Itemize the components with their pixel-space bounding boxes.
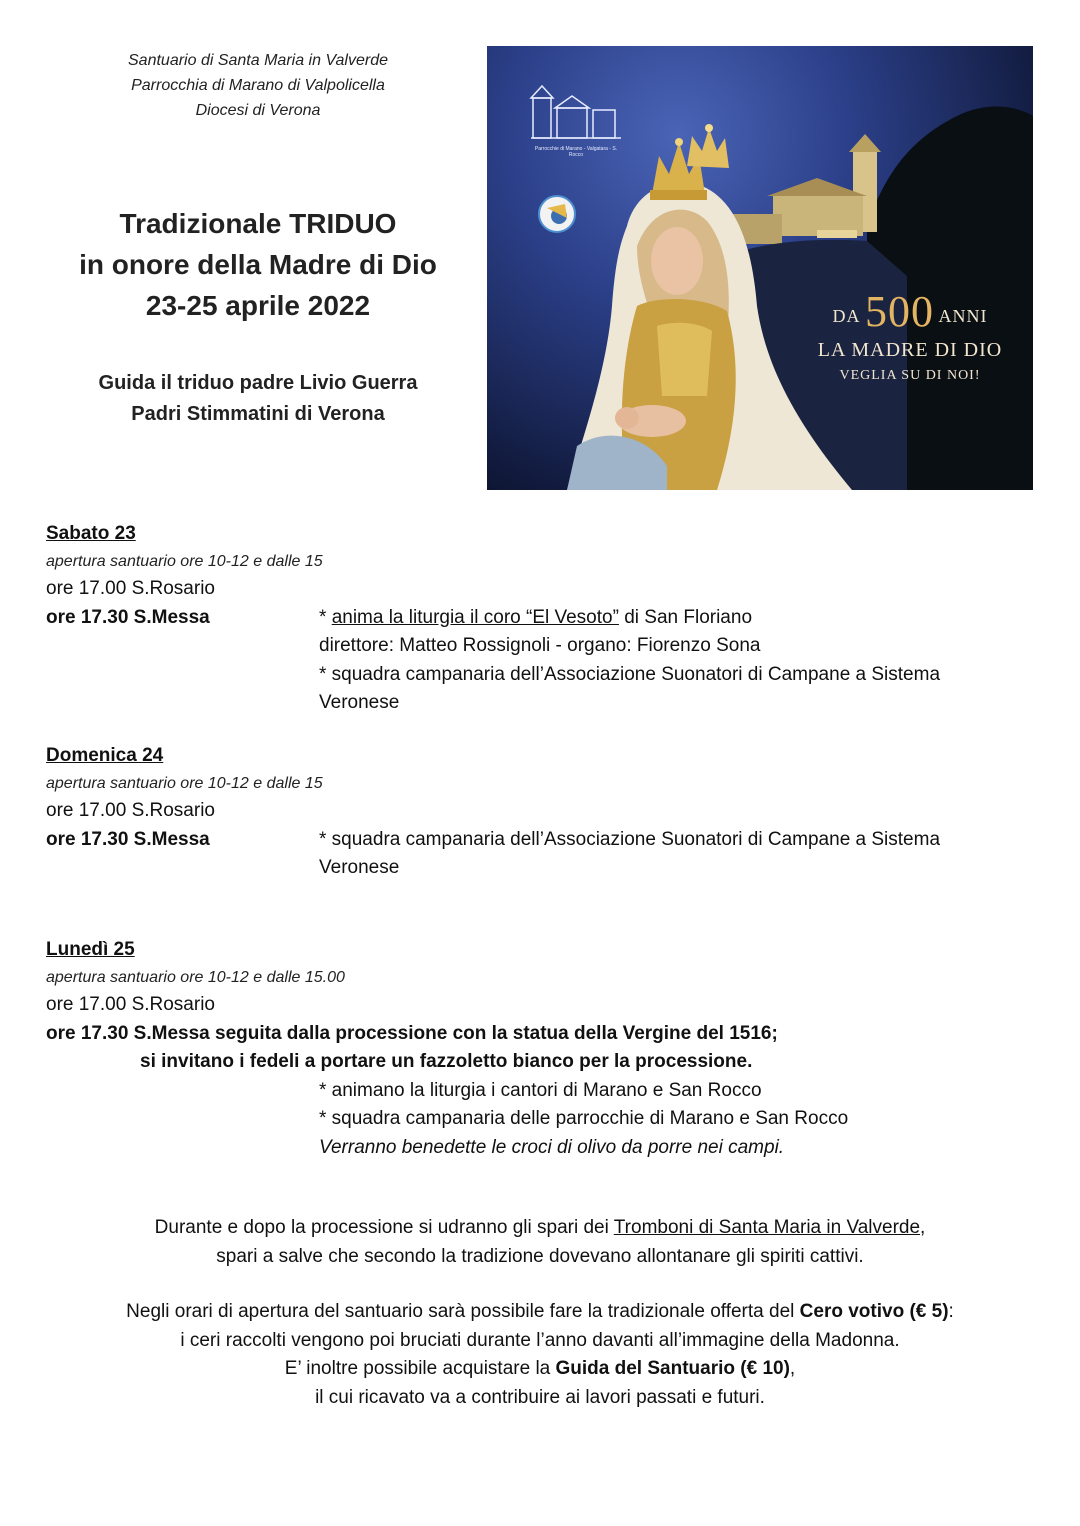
guide-line-2: Padri Stimmatini di Verona: [131, 403, 385, 425]
caption-da: DA: [832, 306, 860, 326]
parish-logo: [531, 86, 621, 138]
caption-500: 500: [865, 287, 934, 336]
title-line-1: Tradizionale TRIDUO: [119, 208, 397, 239]
caption-anni: ANNI: [938, 306, 988, 326]
day-lunedi: [46, 936, 1046, 1162]
opening-hours: apertura santuario ore 10-12 e dalle 15: [46, 553, 323, 570]
tromboni-text: Durante e dopo la processione si udranno gli spari dei: [154, 1217, 614, 1238]
offering-line-3: [40, 1355, 1040, 1384]
offering-line-4: il cui ricavato va a contribuire ai lavori passati e futuri.: [315, 1386, 765, 1408]
note-choir: [319, 604, 1019, 633]
jubilee-badge-icon: [539, 196, 575, 232]
offering-colon: :: [948, 1301, 954, 1322]
title-line-2: in onore della Madre di Dio: [79, 249, 437, 280]
rosary-row: [46, 797, 1046, 826]
day-title: Sabato 23: [46, 523, 136, 544]
title-line-3-dates: 23-25 aprile 2022: [145, 290, 371, 321]
caption-line-1: [805, 287, 1015, 336]
offering-line-2: i ceri raccolti vengono poi bruciati durante l’anno davanti all’immagine della Madonna.: [180, 1329, 900, 1351]
mass-notes: [319, 604, 1019, 718]
rosary-time: ore 17.00 S.Rosario: [46, 800, 215, 821]
offering-text: Negli orari di apertura del santuario sarà possibile fare la tradizionale offerta del: [126, 1301, 800, 1322]
choir-note-suffix: di San Floriano: [618, 606, 753, 628]
opening-hours: apertura santuario ore 10-12 e dalle 15: [46, 775, 323, 792]
day-domenica: [46, 742, 1046, 878]
tromboni-underlined: Tromboni di Santa Maria in Valverde: [613, 1217, 921, 1238]
guide-info: [40, 368, 476, 430]
tromboni-line-1: [40, 1214, 1040, 1243]
note-bullet: *: [319, 606, 332, 628]
guide-text: E’ inoltre possibile acquistare la: [284, 1358, 556, 1379]
opening-hours: apertura santuario ore 10-12 e dalle 15.00: [46, 969, 345, 986]
mass-row: [46, 826, 1046, 878]
note-singers: * animano la liturgia i cantori di Marano e San Rocco: [319, 1079, 762, 1101]
mass-procession-line: ore 17.30 S.Messa seguita dalla processione con la statua della Vergine del 1516;: [46, 1022, 778, 1044]
note-bell-ringers: * squadra campanaria delle parrocchie di Marano e San Rocco: [319, 1108, 849, 1129]
rosary-row: [46, 575, 1046, 604]
guide-line-1: Guida il triduo padre Livio Guerra: [98, 372, 418, 394]
sanctuary-name: Santuario di Santa Maria in Valverde: [128, 52, 388, 69]
guide-comma: ,: [789, 1358, 796, 1379]
choir-note-underlined: anima la liturgia il coro “El Vesoto”: [331, 606, 619, 628]
mass-notes: [319, 826, 1019, 883]
rosary-time: ore 17.00 S.Rosario: [46, 994, 215, 1015]
day-sabato: [46, 520, 1046, 713]
caption-line-3: VEGLIA SU DI NOI!: [839, 368, 981, 383]
event-title: [40, 203, 476, 326]
day-title: Domenica 24: [46, 745, 164, 766]
rosary-row: [46, 991, 1046, 1020]
rosary-time: ore 17.00 S.Rosario: [46, 578, 215, 599]
guide-book-price: Guida del Santuario (€ 10): [555, 1358, 790, 1379]
day-title: Lunedì 25: [46, 939, 135, 960]
mass-time: ore 17.30 S.Messa: [46, 606, 210, 628]
handkerchief-invitation: si invitano i fedeli a portare un fazzoletto bianco per la processione.: [140, 1051, 753, 1072]
mass-time: ore 17.30 S.Messa: [46, 828, 210, 850]
note-director: direttore: Matteo Rossignoli - organo: Fiorenzo Sona: [319, 635, 761, 656]
tromboni-paragraph: [40, 1214, 1040, 1271]
parish-logo-text: Parrocchie di Marano - Valgatara - S. Rocco: [534, 146, 618, 158]
church-icon: [727, 134, 881, 244]
parish-name: Parrocchia di Marano di Valpolicella: [131, 77, 385, 94]
offering-line-1: [40, 1298, 1040, 1327]
caption-line-2: LA MADRE DI DIO: [817, 339, 1003, 361]
header-block: [40, 48, 476, 430]
madonna-poster-image: [487, 46, 1033, 490]
tromboni-line-2: spari a salve che secondo la tradizione dovevano allontanare gli spiriti cattivi.: [216, 1245, 864, 1267]
poster-caption: [805, 287, 1015, 388]
note-bell-ringers: * squadra campanaria dell’Associazione Suonatori di Campane a Sistema Veronese: [319, 663, 941, 713]
tromboni-comma: ,: [920, 1217, 926, 1238]
diocese-name: Diocesi di Verona: [195, 102, 321, 119]
offering-paragraph: [40, 1298, 1040, 1412]
note-bell-ringers: * squadra campanaria dell’Associazione Suonatori di Campane a Sistema Veronese: [319, 828, 941, 878]
note-olive-crosses: Verranno benedette le croci di olivo da porre nei campi.: [319, 1136, 785, 1158]
mass-row: [46, 604, 1046, 713]
votive-candle-price: Cero votivo (€ 5): [799, 1301, 949, 1322]
poster-artwork: [487, 46, 1033, 490]
